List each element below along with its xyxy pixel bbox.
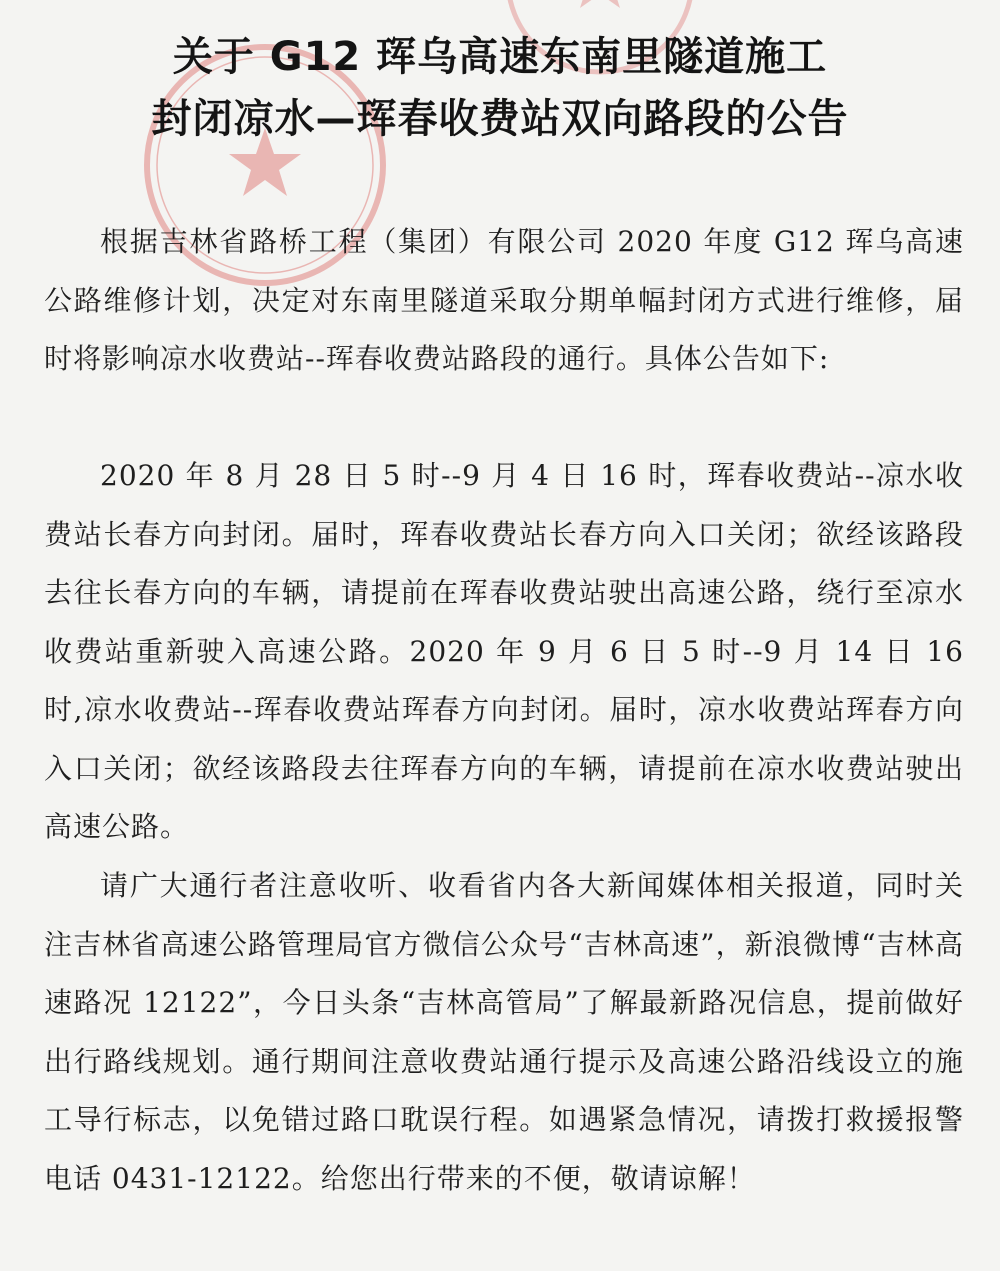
- notice-body-schedule: [44, 447, 964, 857]
- document-title-line-2: 封闭凉水—珲春收费站双向路段的公告: [151, 96, 849, 142]
- notice-body: [44, 213, 964, 389]
- document-title-line-1: 关于 G12 珲乌高速东南里隧道施工: [172, 34, 828, 80]
- paragraph-schedule: 2020 年 8 月 28 日 5 时--9 月 4 日 16 时，珲春收费站--凉水收费站长春方向封闭。届时，珲春收费站长春方向入口关闭；欲经该路段去往长春方向的车辆，请提前在珲春收费站驶出高速公路，绕行至凉水收费站重新驶入高速公路。2020 年 9 月 6 日 5 时--9 月 14 日 16 时,凉水收费站--珲春收费站珲春方向封闭。届时，凉水收费站珲春方向入口关闭；欲经该路段去往珲春方向的车辆，请提前在凉水收费站驶出高速公路。: [44, 459, 964, 843]
- notice-body-advice: [44, 857, 964, 1208]
- paragraph-intro: 根据吉林省路桥工程（集团）有限公司 2020 年度 G12 珲乌高速公路维修计划，决定对东南里隧道采取分期单幅封闭方式进行维修，届时将影响凉水收费站--珲春收费站路段的通行。具体公告如下:: [44, 225, 964, 375]
- paragraph-advice: 请广大通行者注意收听、收看省内各大新闻媒体相关报道，同时关注吉林省高速公路管理局官方微信公众号“吉林高速”，新浪微博“吉林高速路况 12122”，今日头条“吉林高管局”了解最新路况信息，提前做好出行路线规划。通行期间注意收费站通行提示及高速公路沿线设立的施工导行标志，以免错过路口耽误行程。如遇紧急情况，请拨打救援报警电话 0431-12122。给您出行带来的不便，敬请谅解！: [44, 869, 964, 1195]
